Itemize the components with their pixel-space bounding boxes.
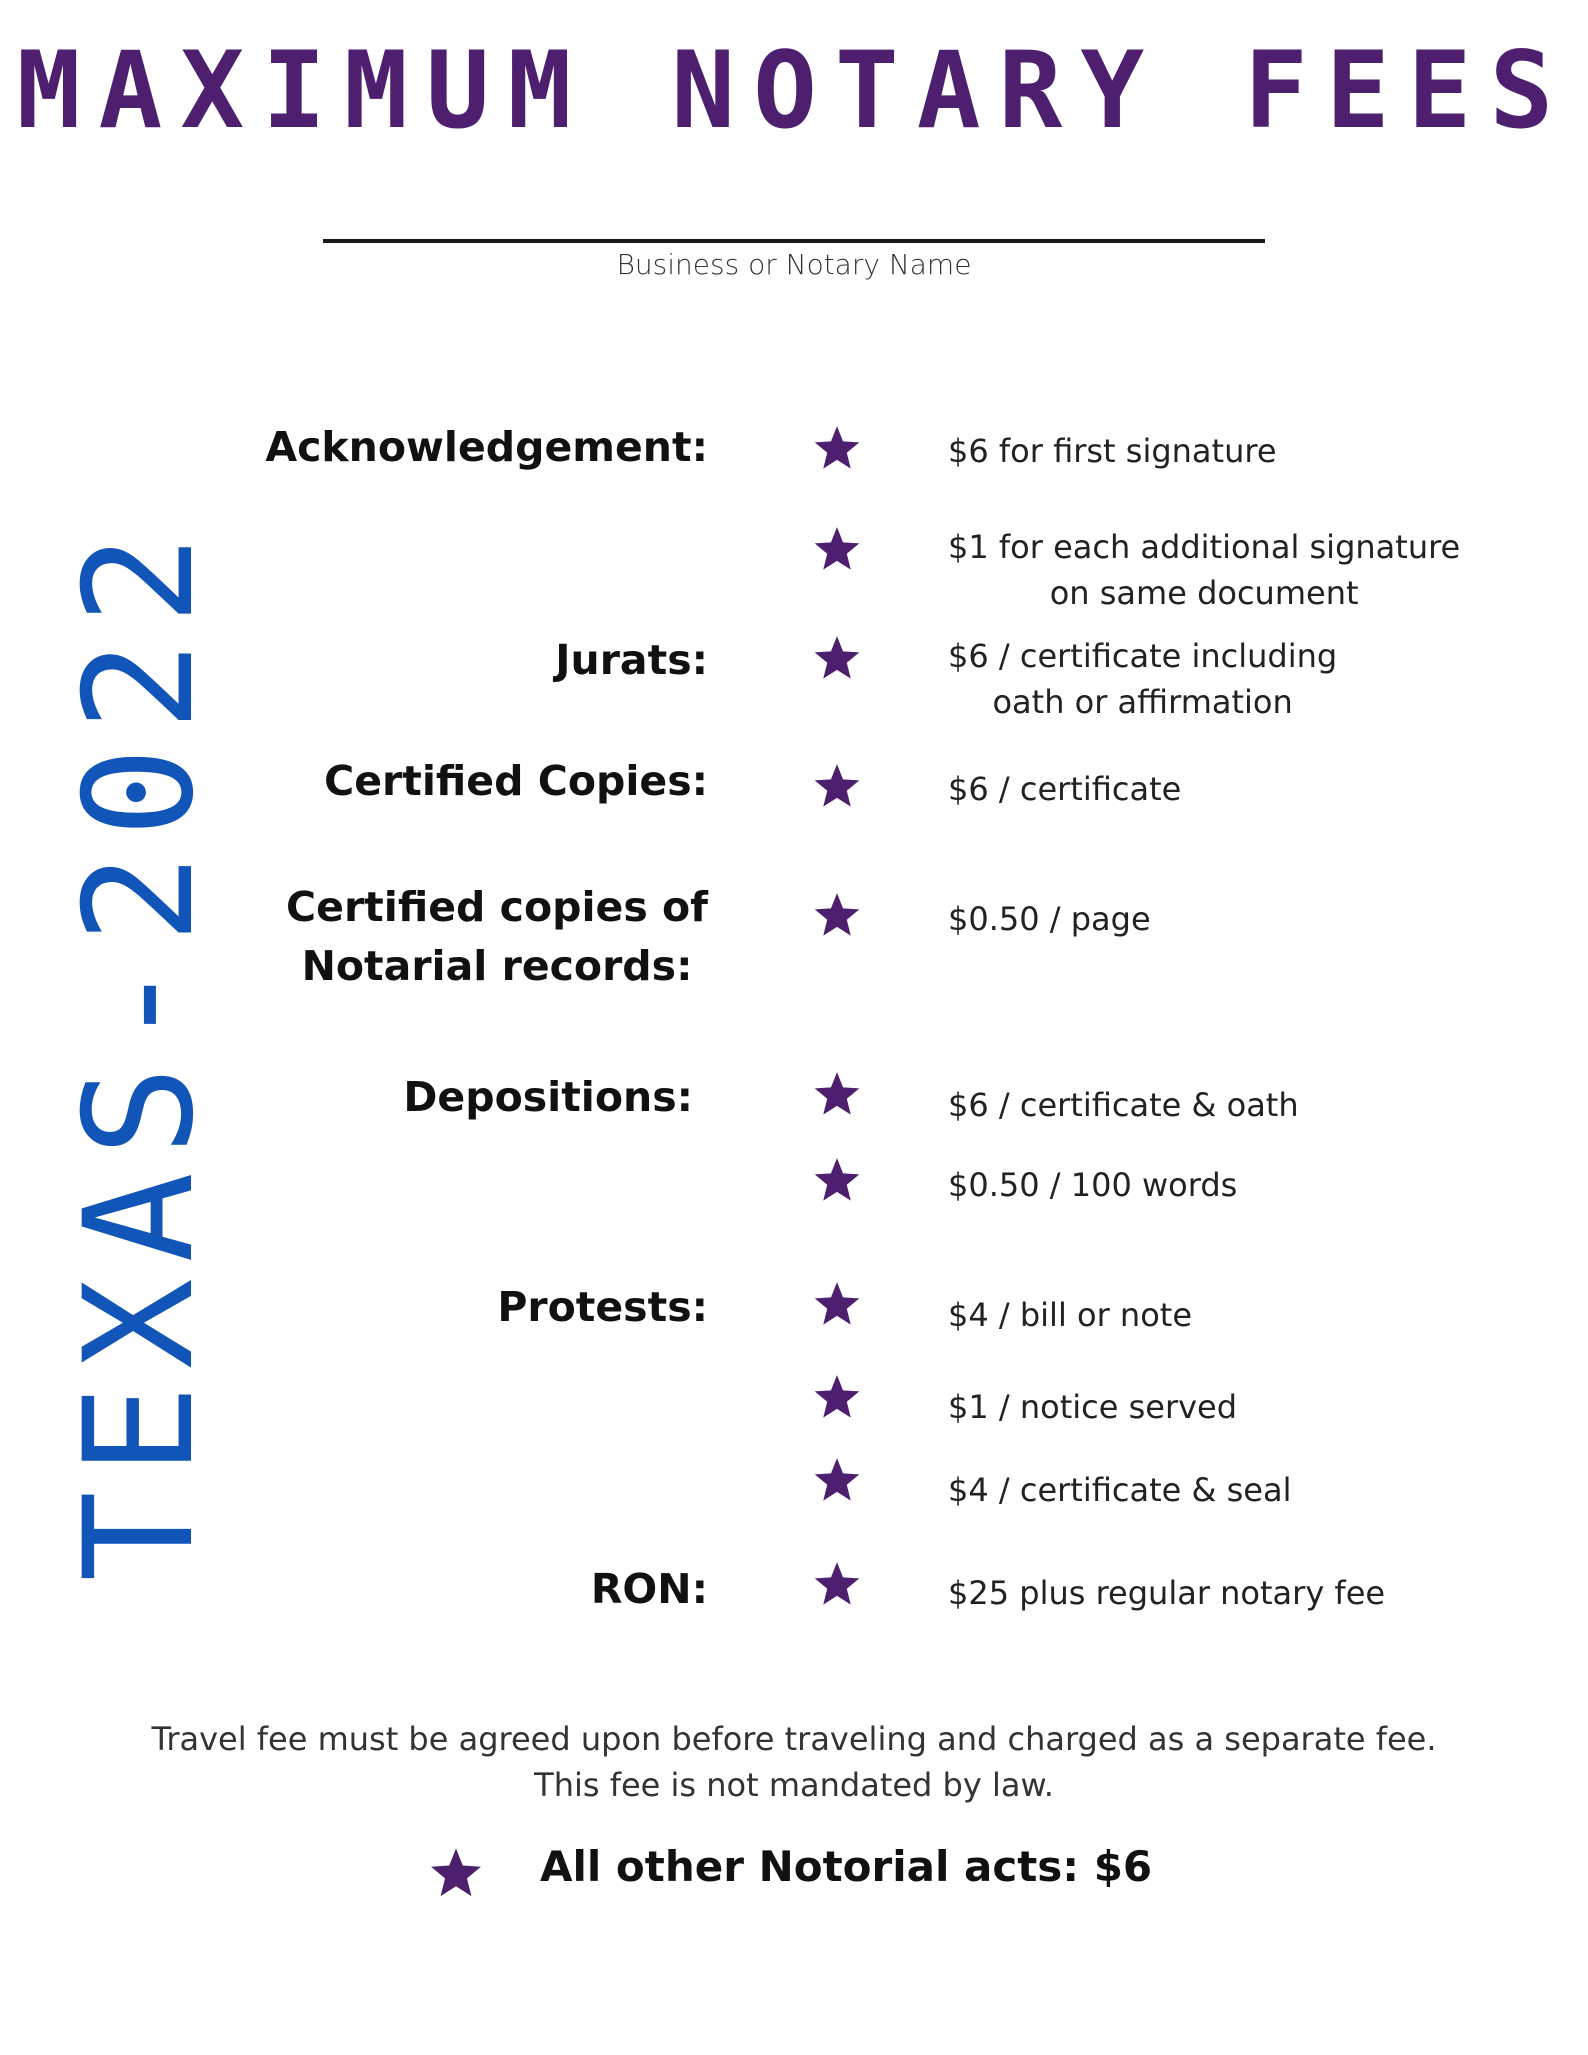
fee-protests-seal: $4 / certificate & seal: [948, 1471, 1292, 1509]
label-depositions: Depositions:: [403, 1073, 693, 1121]
fee-jurats: [948, 633, 1337, 726]
fee-line: on same document: [1049, 574, 1359, 613]
star-icon: [812, 1559, 862, 1609]
label-line: Notarial records:: [301, 942, 693, 991]
fee-line: $6 / certificate including: [948, 637, 1338, 675]
side-banner: TEXAS-2022: [53, 518, 227, 1582]
fee-ron: $25 plus regular notary fee: [948, 1574, 1386, 1612]
fee-depositions-words: $0.50 / 100 words: [948, 1166, 1238, 1204]
fee-acknowledgement-first: $6 for first signature: [948, 432, 1277, 470]
fee-protests-notice: $1 / notice served: [948, 1388, 1238, 1426]
star-icon: [812, 1069, 862, 1119]
star-icon: [812, 423, 862, 473]
label-notarial-records: [286, 878, 708, 997]
label-ron: RON:: [590, 1565, 708, 1613]
label-protests: Protests:: [497, 1283, 708, 1331]
page-title: MAXIMUM NOTARY FEES: [16, 29, 1572, 152]
label-acknowledgement: Acknowledgement:: [265, 423, 708, 471]
travel-fee-note: [0, 1716, 1588, 1809]
star-icon: [812, 890, 862, 940]
star-icon: [812, 1279, 862, 1329]
star-icon: [812, 1455, 862, 1505]
label-jurats: Jurats:: [555, 636, 708, 684]
label-certified-copies: Certified Copies:: [324, 757, 708, 805]
fee-depositions-certificate: $6 / certificate & oath: [948, 1086, 1299, 1124]
fee-certified-copies: $6 / certificate: [948, 770, 1182, 808]
fee-line: $1 for each additional signature: [948, 528, 1461, 566]
fee-notarial-records: $0.50 / page: [948, 900, 1151, 938]
star-icon: [812, 761, 862, 811]
label-line: Certified copies of: [286, 883, 708, 931]
note-line: This fee is not mandated by law.: [534, 1766, 1054, 1805]
signature-label: Business or Notary Name: [616, 248, 972, 281]
note-line: Travel fee must be agreed upon before traveling and charged as a separate fee.: [151, 1720, 1437, 1758]
star-icon: [812, 633, 862, 683]
star-icon: [812, 524, 862, 574]
fee-line: oath or affirmation: [992, 683, 1293, 722]
all-other-acts: All other Notorial acts: $6: [540, 1842, 1153, 1891]
star-icon: [812, 1155, 862, 1205]
star-icon: [428, 1845, 484, 1901]
fee-protests-bill: $4 / bill or note: [948, 1296, 1192, 1334]
fee-acknowledgement-additional: [948, 524, 1460, 617]
star-icon: [812, 1372, 862, 1422]
signature-line: [323, 239, 1265, 243]
